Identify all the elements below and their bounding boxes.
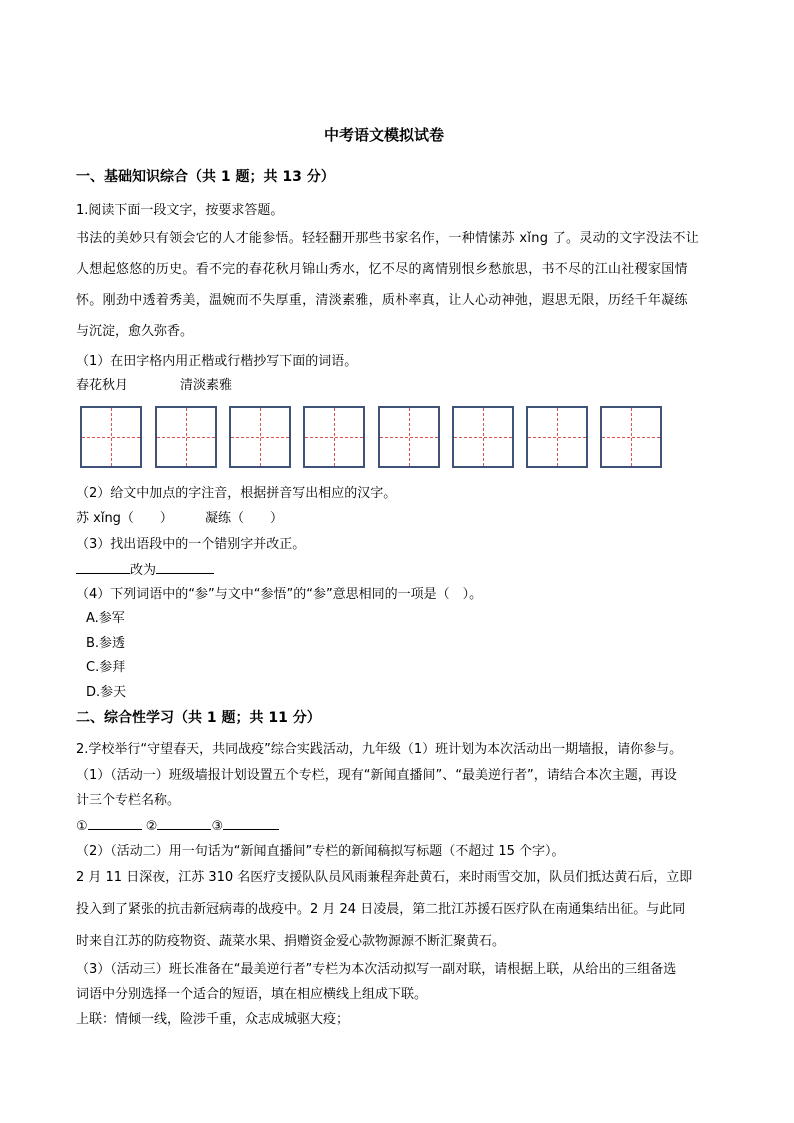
section2-heading: 二、综合性学习（共 1 题；共 11 分） <box>76 710 321 726</box>
tianzige-cell[interactable] <box>80 406 142 468</box>
pinyin-answer: 苏 xǐng（ ） <box>76 511 173 526</box>
sub-question-2: （2）（活动二）用一句话为“新闻直播间”专栏的新闻稿拟写标题（不超过 15 个字）。 <box>76 844 565 859</box>
option-d[interactable]: D.参天 <box>86 685 127 700</box>
tianzige-cell[interactable] <box>378 406 440 468</box>
sub-question-1: （1）（活动一）班级墙报计划设置五个专栏，现有“新闻直播间”、“最美逆行者”，请结合本次主题，再设 <box>76 768 677 783</box>
news-line: 投入到了紧张的抗击新冠病毒的战疫中。2 月 24 日凌晨，第二批江苏援石医疗队在南通集结出征。与此同 <box>76 902 686 917</box>
sub-question-3: （3）找出语段中的一个错别字并改正。 <box>76 537 306 552</box>
word-2: 清淡素雅 <box>180 378 233 393</box>
correction-label: 改为 <box>130 563 157 578</box>
answer-blank[interactable] <box>88 817 142 830</box>
correction-line <box>76 561 214 580</box>
page-title: 中考语文模拟试卷 <box>324 126 445 144</box>
option-a[interactable]: A.参军 <box>86 611 125 626</box>
news-line: 2 月 11 日深夜，江苏 310 名医疗支援队队员风雨兼程奔赴黄石，来时雨雪交加，队员们抵达黄石后，立即 <box>76 870 693 885</box>
answer-blank[interactable] <box>223 817 279 830</box>
sub-question-1: 计三个专栏名称。 <box>76 793 181 808</box>
tianzige-cell[interactable] <box>229 406 291 468</box>
column-name-blanks <box>76 817 279 836</box>
tianzige-cell[interactable] <box>600 406 662 468</box>
option-b[interactable]: B.参透 <box>86 636 126 651</box>
option-c[interactable]: C.参拜 <box>86 660 126 675</box>
answer-blank[interactable] <box>157 817 211 830</box>
tianzige-cell[interactable] <box>303 406 365 468</box>
sub-question-3: 词语中分别选择一个适合的短语，填在相应横线上组成下联。 <box>76 987 428 1002</box>
sub-question-3: （3）（活动三）班长准备在“最美逆行者”专栏为本次活动拟写一副对联，请根据上联，从给出的三组备选 <box>76 962 677 977</box>
pinyin-answer: 凝练（ ） <box>205 511 284 526</box>
section1-heading: 一、基础知识综合（共 1 题；共 13 分） <box>76 169 335 185</box>
tianzige-cell[interactable] <box>526 406 588 468</box>
couplet-first-line: 上联：情倾一线，险涉千重，众志成城驱大疫； <box>76 1012 350 1027</box>
word-1: 春花秋月 <box>76 378 129 393</box>
tianzige-cell[interactable] <box>155 406 217 468</box>
sub-question-1: （1）在田字格内用正楷或行楷抄写下面的词语。 <box>76 354 358 369</box>
question2-intro: 2.学校举行“守望春天，共同战疫”综合实践活动，九年级（1）班计划为本次活动出一期墙报，请你参与。 <box>76 742 683 757</box>
news-line: 时来自江苏的防疫物资、蔬菜水果、捐赠资金爱心款物源源不断汇聚黄石。 <box>76 934 506 949</box>
passage-line: 与沉淀，愈久弥香。 <box>76 324 194 339</box>
question1-intro: 1.阅读下面一段文字，按要求答题。 <box>76 203 284 218</box>
circle-label: ② <box>145 819 158 834</box>
circle-label: ③ <box>211 819 224 834</box>
passage-line: 人想起悠悠的历史。看不完的春花秋月锦山秀水，忆不尽的离情别恨乡愁旅思，书不尽的江山社稷家国情 <box>76 262 688 277</box>
tianzige-cell[interactable] <box>452 406 514 468</box>
tianzige-grid <box>80 406 670 472</box>
passage-line: 怀。刚劲中透着秀美，温婉而不失厚重，清淡素雅，质朴率真，让人心动神弛，遐思无限，历经千年凝练 <box>76 293 688 308</box>
circle-label: ① <box>76 819 88 834</box>
passage-line: 书法的美妙只有领会它的人才能参悟。轻轻翻开那些书家名作，一种情愫苏 xǐng 了。灵动的文字没法不让 <box>76 231 700 246</box>
answer-blank[interactable] <box>156 561 214 574</box>
sub-question-2: （2）给文中加点的字注音，根据拼音写出相应的汉字。 <box>76 486 397 501</box>
answer-blank[interactable] <box>76 561 130 574</box>
sub-question-4: （4）下列词语中的“参”与文中“参悟”的“参”意思相同的一项是（ ）。 <box>76 587 483 602</box>
